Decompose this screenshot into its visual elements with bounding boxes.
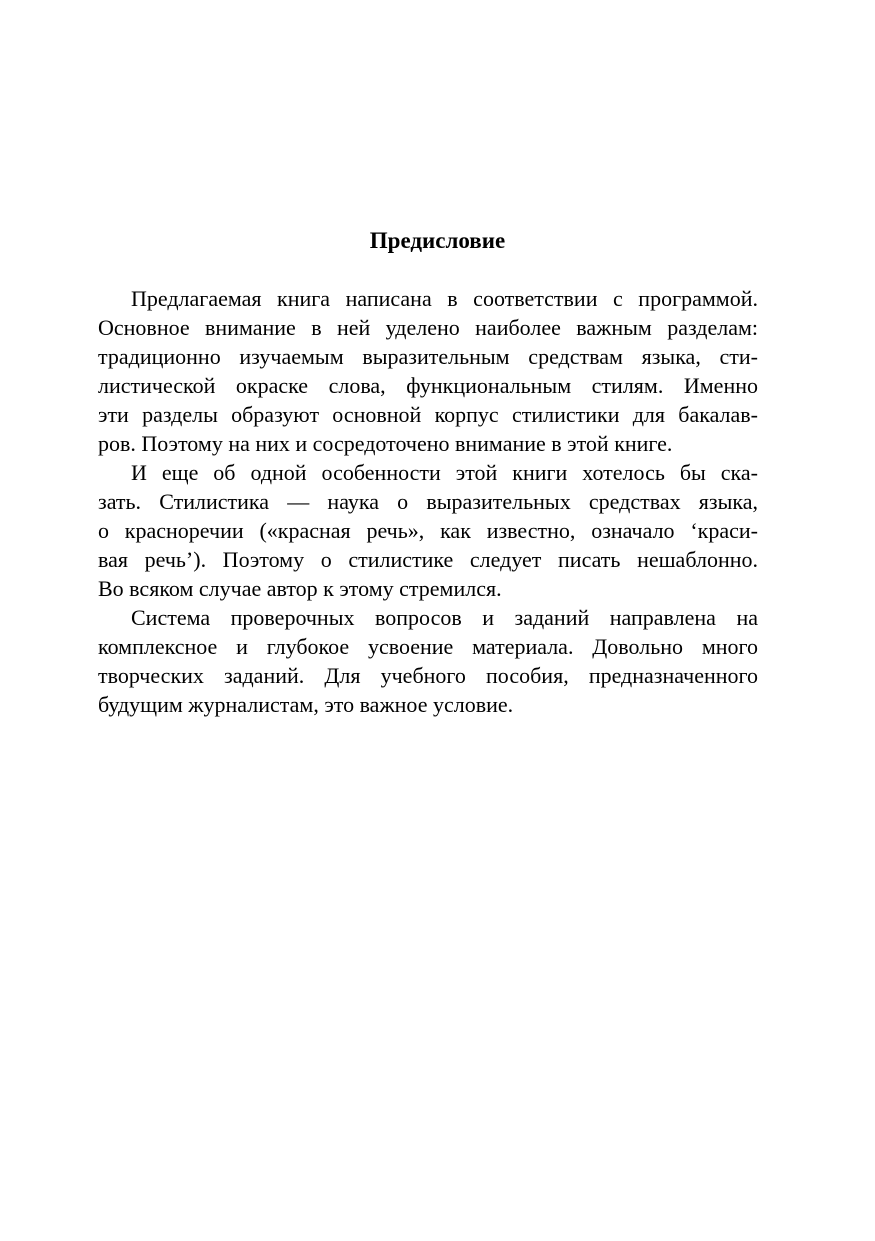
text-line: ров. Поэтому на них и сосредоточено внимание в этой книге. (98, 431, 673, 456)
text-line: Основное внимание в ней уделено наиболее важным разделам: (98, 315, 758, 340)
paragraph-1 (98, 284, 758, 458)
text-line: Система проверочных вопросов и заданий направлена на (131, 605, 758, 630)
text-line: творческих заданий. Для учебного пособия, предназначенного (98, 663, 758, 688)
text-line: будущим журналистам, это важное условие. (98, 692, 514, 717)
paragraph-2 (98, 458, 758, 603)
paragraph-3 (98, 603, 758, 719)
text-line: зать. Стилистика — наука о выразительных средствах языка, (98, 489, 758, 514)
page-title: Предисловие (369, 228, 506, 253)
text-line: Во всяком случае автор к этому стремился. (98, 576, 502, 601)
text-line: листической окраске слова, функциональным стилям. Именно (98, 373, 758, 398)
text-line: традиционно изучаемым выразительным средствам языка, сти- (98, 344, 758, 369)
text-line: о красноречии («красная речь», как известно, означало ‘краси- (98, 518, 758, 543)
text-line: И еще об одной особенности этой книги хотелось бы ска- (131, 460, 758, 485)
preface-body (98, 284, 758, 719)
text-line: вая речь’). Поэтому о стилистике следует писать нешаблонно. (98, 547, 758, 572)
text-line: Предлагаемая книга написана в соответствии с программой. (131, 286, 758, 311)
text-line: эти разделы образуют основной корпус стилистики для бакалав- (98, 402, 758, 427)
text-line: комплексное и глубокое усвоение материала. Довольно много (98, 634, 758, 659)
